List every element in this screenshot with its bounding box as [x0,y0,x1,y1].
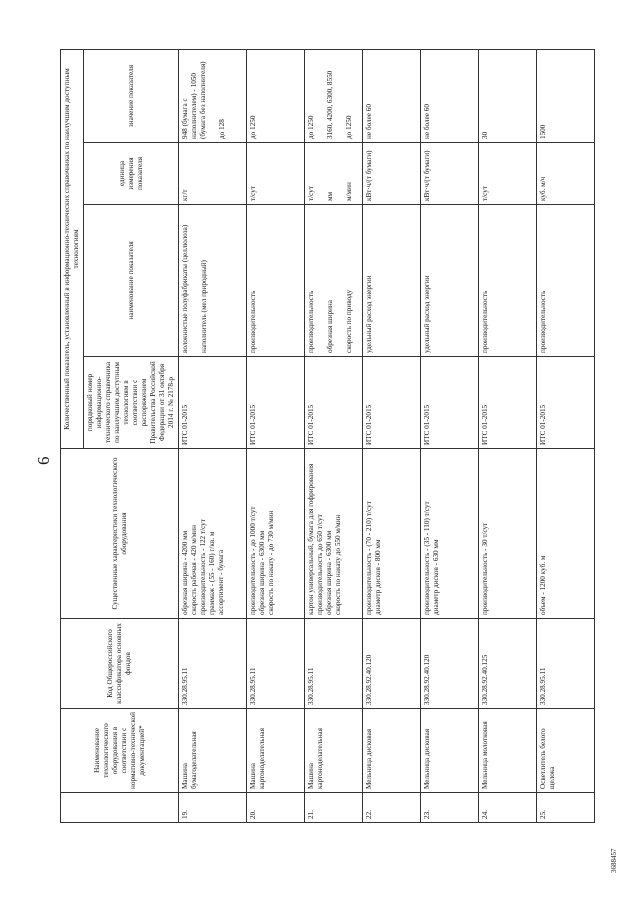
header-value: значение показателя [84,50,179,143]
okof-code: 330.28.95.11 [247,619,305,709]
unit-cell [421,143,479,205]
value-line: до 1250 [345,115,353,139]
value-line: до 1250 [249,115,257,139]
unit-line: т/сут [249,186,257,201]
equipment-name: Машина бумагоделательная [179,709,247,793]
unit-line: куб. м/ч [539,176,547,201]
okof-code: 330.28.95.11 [305,619,363,709]
characteristics-cell [421,449,479,619]
its-number: ИТС 01-2015 [537,357,595,449]
value-cell [479,50,537,143]
indicator-line: удельный расход энергии [365,275,373,353]
header-essential: Существенные характеристики технологического оборудования [61,449,179,619]
table-row [537,50,595,823]
characteristic-line: скорость по накату - до 730 м/мин [267,510,275,615]
characteristics-cell [479,449,537,619]
characteristics-cell [179,449,247,619]
table-header [61,50,179,823]
characteristics-cell [363,449,421,619]
characteristic-line: производительность - до 1000 т/сут [249,506,257,615]
unit-cell [247,143,305,205]
okof-code: 330.28.92.40.120 [421,619,479,709]
indicator-line: производительность [481,290,489,353]
table-body [179,50,595,823]
value-cell [305,50,363,143]
header-number [61,793,179,823]
value-line: 30 [481,131,489,139]
equipment-name: Мельница молотковая [479,709,537,793]
indicator-cell [247,205,305,357]
okof-code: 330.28.92.40.125 [479,619,537,709]
okof-code: 330.28.95.11 [537,619,595,709]
its-number: ИТС 01-2015 [179,357,247,449]
row-number: 23. [421,793,479,823]
indicator-line: производительность [249,290,257,353]
equipment-name: Машина картоноделательная [247,709,305,793]
okof-code: 330.28.95.11 [179,619,247,709]
equipment-name: Машина картоноделательная [305,709,363,793]
unit-line: мм [326,191,334,201]
characteristic-line: обрезная ширина - 6300 мм [258,530,266,615]
row-number: 24. [479,793,537,823]
unit-line: т/сут [481,186,489,201]
header-unit: единица измерения показателя [84,143,179,205]
characteristic-line: скорость рабочая - 420 м/мин [190,525,198,615]
row-number: 22. [363,793,421,823]
equipment-table [60,49,595,823]
row-number: 19. [179,793,247,823]
okof-code: 330.28.92.40.120 [363,619,421,709]
value-line: не более 60 [365,104,373,139]
its-number: ИТС 01-2015 [363,357,421,449]
its-number: ИТС 01-2015 [247,357,305,449]
header-code: Код Общероссийского классификатора основных фондов [61,619,179,709]
indicator-cell [363,205,421,357]
unit-line: м/мин [345,182,353,201]
value-line: не более 60 [423,104,431,139]
equipment-name: Мельница дисковая [421,709,479,793]
row-number: 25. [537,793,595,823]
characteristic-line: обрезная ширина - 4200 мм [181,530,189,615]
value-line: 3160, 4200, 6300, 8550 [326,70,334,139]
footer-code: 3688457 [610,848,618,873]
its-number: ИТС 01-2015 [305,357,363,449]
value-line: 948 (бумага с наполнителем) - 1050 (бумага без наполнителя) [181,61,207,139]
unit-cell [179,143,247,205]
indicator-line: волокнистые полуфабрикаты (целлюлоза) [181,224,189,353]
indicator-cell [479,205,537,357]
characteristic-line: ассортимент - бумага [217,549,225,615]
characteristics-cell [305,449,363,619]
characteristic-line: производительность - (70 - 210) т/сут [365,501,373,615]
characteristic-line: производительность - (35 - 110) т/сут [423,501,431,615]
characteristic-line: производительность - 30 т/сут [481,522,489,615]
unit-cell [479,143,537,205]
characteristic-line: картон универсальный, бумага для гофрирования производительность до 650 т/сут [307,463,324,615]
unit-line: кг/т [181,189,189,201]
indicator-line: скорость по приводу [345,289,353,353]
equipment-name: Мельница дисковая [363,709,421,793]
characteristic-line: диаметр дисков - 800 мм [374,539,382,615]
value-line: 1500 [539,124,547,139]
equipment-name: Осветлитель белого щелока [537,709,595,793]
characteristic-line: скорость по накату до 550 м/мин [334,514,342,615]
indicator-line: наполнитель (мел природный) [200,260,208,353]
value-cell [179,50,247,143]
indicator-cell [305,205,363,357]
table-row [421,50,479,823]
characteristics-cell [537,449,595,619]
table-row [179,50,247,823]
characteristics-cell [247,449,305,619]
header-group: Количественный показатель, установленный в информационно-технических справочниках по наилучшим доступным технологиям [61,50,84,449]
row-number: 20. [247,793,305,823]
unit-line: кВт·ч/(т бумаги) [365,150,373,201]
indicator-cell [537,205,595,357]
header-name: Наименование технологического оборудования в соответствии с нормативно-технической документацией* [61,709,179,793]
indicator-line: удельный расход энергии [423,275,431,353]
characteristic-line: диаметр дисков - 630 мм [432,539,440,615]
table-row [363,50,421,823]
unit-cell [537,143,595,205]
header-indicator-name: наименование показателя [84,205,179,357]
characteristic-line: производительность - 122 т/сут [199,519,207,615]
indicator-line: производительность [539,290,547,353]
table-row [305,50,363,823]
value-cell [421,50,479,143]
header-row-top [61,50,84,823]
header-its-number: порядковый номер информационно-технического справочника по наилучшим доступным технологиям в соответствии с распоряжением Правительства Российской Федерации от 31 октября 2014 г. № 2178-р [84,357,179,449]
row-number: 21. [305,793,363,823]
value-line: до 1250 [307,115,315,139]
indicator-line: производительность [307,290,315,353]
value-cell [247,50,305,143]
value-cell [363,50,421,143]
value-line: до 128 [218,119,226,139]
unit-line: т/сут [307,186,315,201]
characteristic-line: объем - 1200 куб. м [539,555,547,615]
page-number: 6 [34,456,53,465]
unit-line: кВт·ч/(т бумаги) [423,150,431,201]
value-cell [537,50,595,143]
table-row [479,50,537,823]
characteristic-line: обрезная ширина - 6300 мм [325,530,333,615]
indicator-cell [179,205,247,357]
its-number: ИТС 01-2015 [421,357,479,449]
characteristic-line: граммаж - (55 - 160) г/кв. м [208,531,216,615]
indicator-line: обрезная ширина [326,300,334,353]
indicator-cell [421,205,479,357]
table-row [247,50,305,823]
unit-cell [305,143,363,205]
its-number: ИТС 01-2015 [479,357,537,449]
unit-cell [363,143,421,205]
